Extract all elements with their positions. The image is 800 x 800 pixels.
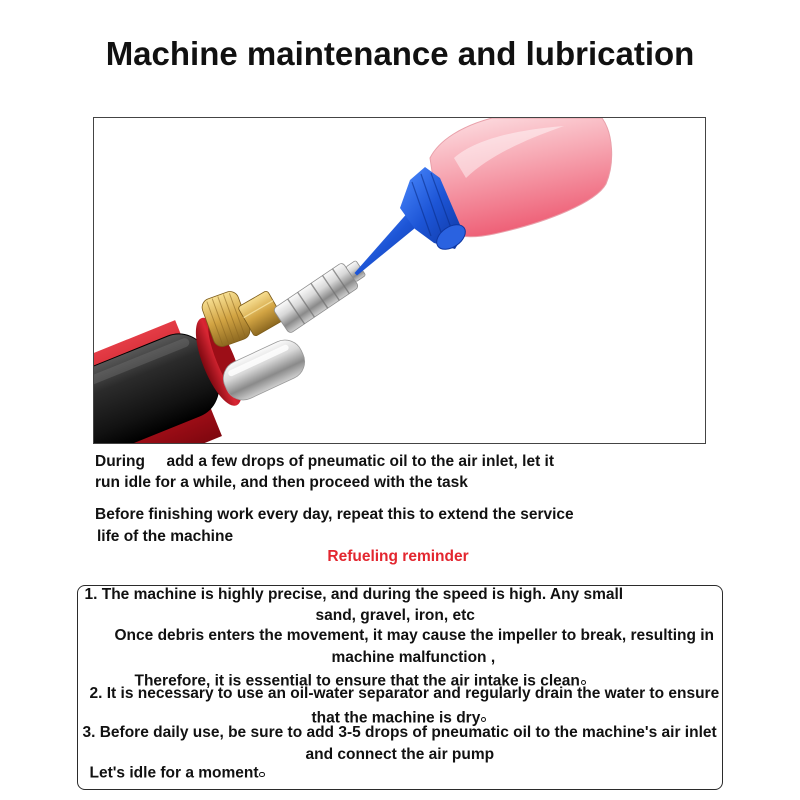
intro-line-4: life of the machine bbox=[97, 528, 234, 545]
intro-line-1: During add a few drops of pneumatic oil to the air inlet, let it bbox=[95, 453, 555, 470]
reminder-line-5: Therefore, it is essential to ensure that the air intake is clean bbox=[135, 670, 590, 691]
intro-line-2: run idle for a while, and then proceed with the task bbox=[95, 474, 468, 491]
product-photo-illustration bbox=[94, 118, 705, 443]
reminder-line-7: that the machine is dry bbox=[312, 707, 490, 728]
ideographic-full-stop bbox=[580, 670, 590, 686]
reminder-line-10: Let's idle for a moment bbox=[90, 762, 269, 783]
reminder-line-1: 1. The machine is highly precise, and during the speed is high. Any small bbox=[84, 585, 624, 603]
quick-coupler bbox=[273, 255, 369, 334]
reminder-line-4: machine malfunction , bbox=[331, 648, 496, 666]
reminder-line-8: 3. Before daily use, be sure to add 3-5 drops of pneumatic oil to the machine's air inlet bbox=[82, 723, 717, 741]
blue-nozzle bbox=[355, 214, 418, 276]
coupler-body bbox=[273, 262, 359, 334]
chrome-cylinder bbox=[217, 334, 310, 406]
page-title: Machine maintenance and lubrication bbox=[105, 35, 695, 72]
ideographic-full-stop bbox=[259, 762, 269, 778]
product-photo bbox=[93, 117, 706, 444]
reminder-line-3: Once debris enters the movement, it may cause the impeller to break, resulting in bbox=[114, 626, 715, 644]
intro-line-3: Before finishing work every day, repeat this to extend the service bbox=[95, 506, 574, 523]
reminder-line-2: sand, gravel, iron, etc bbox=[315, 606, 475, 624]
ideographic-full-stop bbox=[480, 707, 490, 723]
reminder-box bbox=[77, 585, 723, 790]
refueling-reminder-heading: Refueling reminder bbox=[327, 548, 469, 565]
reminder-line-9: and connect the air pump bbox=[305, 745, 495, 763]
reminder-line-6: 2. It is necessary to use an oil-water separator and regularly drain the water to ensure bbox=[89, 684, 720, 702]
